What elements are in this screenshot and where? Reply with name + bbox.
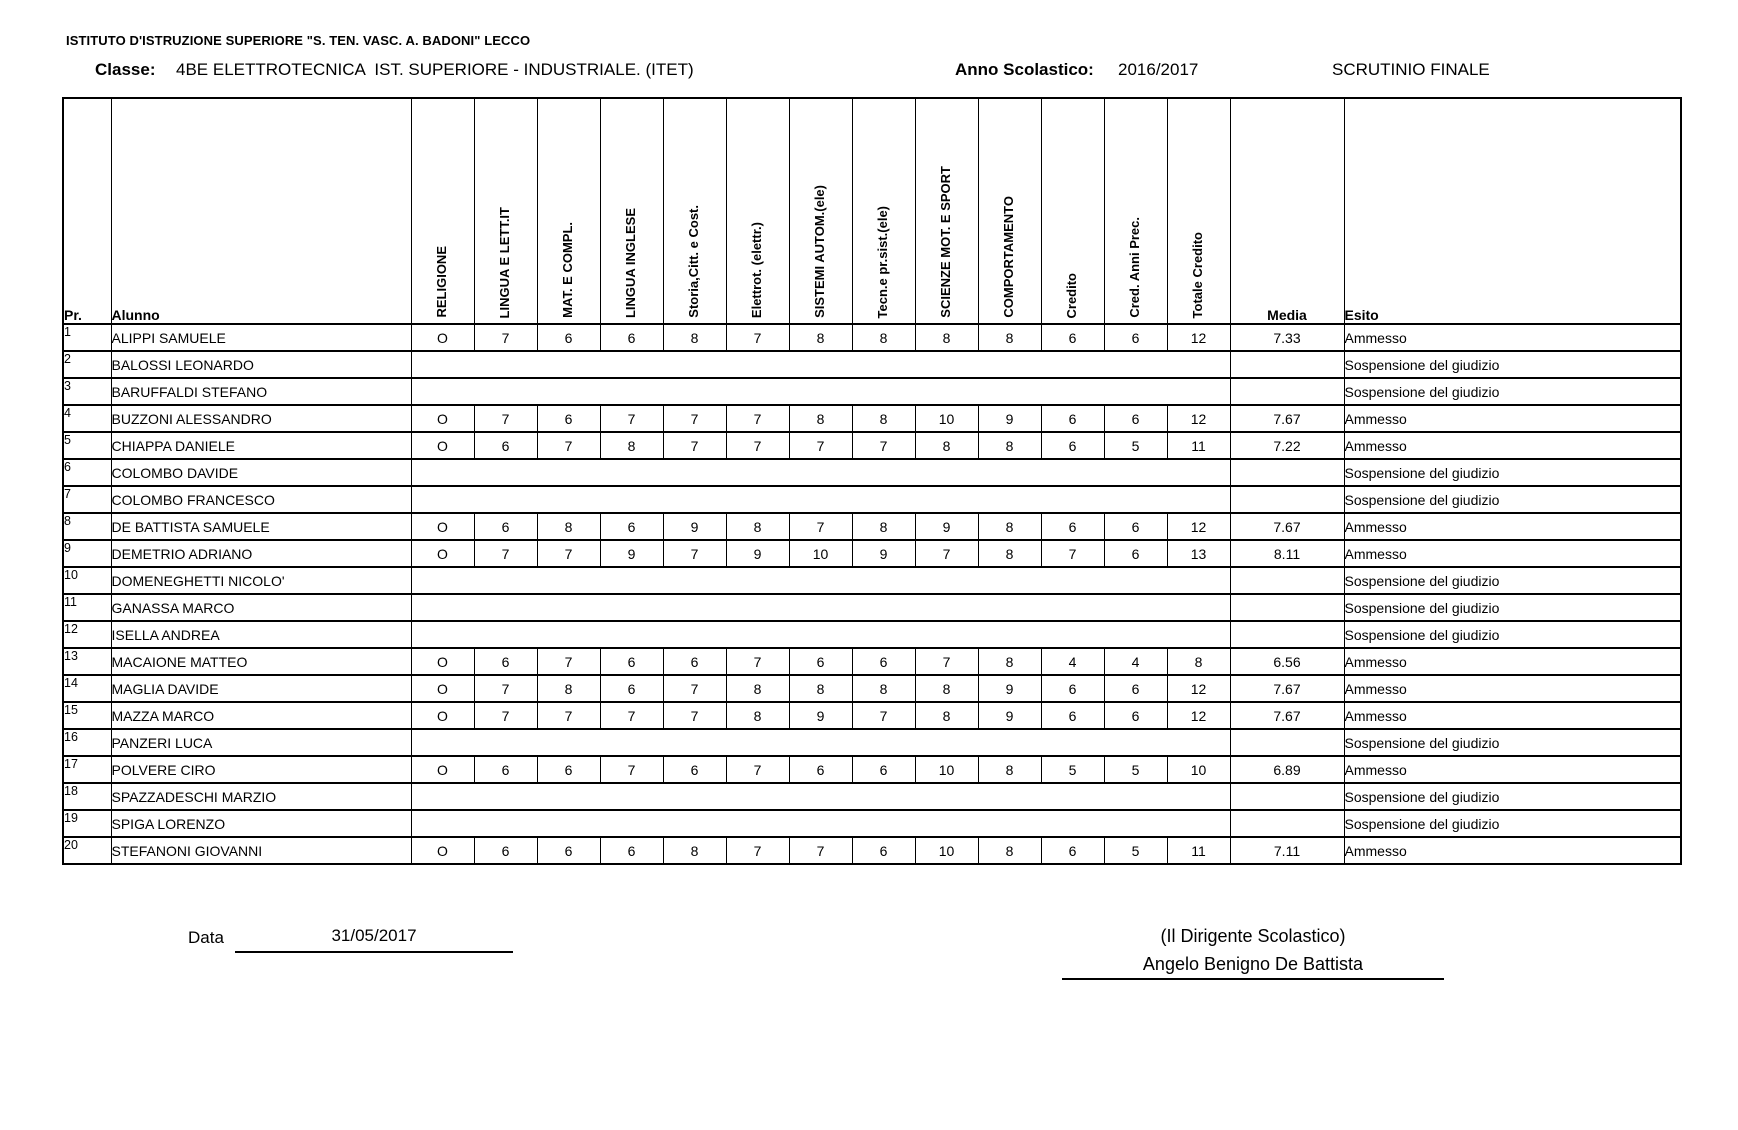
grade-cell: 8 xyxy=(726,675,789,702)
pr-cell: 8 xyxy=(63,513,111,540)
grades-empty-cell xyxy=(411,351,1230,378)
pr-cell: 19 xyxy=(63,810,111,837)
pr-cell: 12 xyxy=(63,621,111,648)
alunno-cell: STEFANONI GIOVANNI xyxy=(111,837,411,864)
grade-cell: 7 xyxy=(537,702,600,729)
esito-cell: Sospensione del giudizio xyxy=(1344,378,1681,405)
student-row xyxy=(63,378,1681,405)
grade-cell: 12 xyxy=(1167,702,1230,729)
grade-cell: 6 xyxy=(474,756,537,783)
pr-cell: 5 xyxy=(63,432,111,459)
subject-label: Storia,Citt. e Cost. xyxy=(686,205,702,318)
pr-cell: 3 xyxy=(63,378,111,405)
grades-empty-cell xyxy=(411,594,1230,621)
grade-cell: 8 xyxy=(726,702,789,729)
subject-label: Tecn.e pr.sist.(ele) xyxy=(875,205,891,318)
student-rows xyxy=(63,324,1681,864)
media-cell xyxy=(1230,459,1344,486)
grade-cell: 8 xyxy=(915,702,978,729)
grade-cell: 7 xyxy=(600,756,663,783)
grade-cell: 8 xyxy=(978,324,1041,351)
grade-cell: 6 xyxy=(789,648,852,675)
pr-cell: 14 xyxy=(63,675,111,702)
media-cell: 8.11 xyxy=(1230,540,1344,567)
subject-label: Cred. Anni Prec. xyxy=(1127,217,1143,318)
grade-cell: 6 xyxy=(663,756,726,783)
grade-cell: 6 xyxy=(1104,540,1167,567)
grade-cell: O xyxy=(411,837,474,864)
grade-cell: 7 xyxy=(537,540,600,567)
grade-cell: 6 xyxy=(600,837,663,864)
media-cell: 7.11 xyxy=(1230,837,1344,864)
grade-cell: O xyxy=(411,756,474,783)
grade-cell: 8 xyxy=(852,324,915,351)
alunno-cell: DEMETRIO ADRIANO xyxy=(111,540,411,567)
esito-cell: Ammesso xyxy=(1344,675,1681,702)
pr-cell: 11 xyxy=(63,594,111,621)
grade-cell: 7 xyxy=(600,405,663,432)
grade-cell: 8 xyxy=(978,756,1041,783)
esito-cell: Sospensione del giudizio xyxy=(1344,351,1681,378)
col-header-subject-4 xyxy=(600,98,663,324)
grade-cell: 6 xyxy=(1104,324,1167,351)
grade-cell: 7 xyxy=(663,540,726,567)
esito-cell: Sospensione del giudizio xyxy=(1344,486,1681,513)
grade-cell: 8 xyxy=(852,675,915,702)
subject-label: Totale Credito xyxy=(1190,231,1206,318)
pr-cell: 10 xyxy=(63,567,111,594)
scrutinio-finale-title: SCRUTINIO FINALE xyxy=(1332,60,1490,79)
grade-cell: 7 xyxy=(600,702,663,729)
table-header-row xyxy=(63,98,1681,324)
grade-cell: 7 xyxy=(915,648,978,675)
esito-cell: Sospensione del giudizio xyxy=(1344,729,1681,756)
col-header-subject-9 xyxy=(915,98,978,324)
esito-cell: Ammesso xyxy=(1344,648,1681,675)
grade-cell: 7 xyxy=(663,675,726,702)
media-cell xyxy=(1230,729,1344,756)
grade-cell: O xyxy=(411,648,474,675)
col-header-subject-8 xyxy=(852,98,915,324)
media-cell: 6.89 xyxy=(1230,756,1344,783)
grade-cell: 8 xyxy=(852,405,915,432)
grade-cell: 8 xyxy=(978,540,1041,567)
grade-cell: 8 xyxy=(789,324,852,351)
classe-label: Classe: xyxy=(95,60,156,79)
media-cell xyxy=(1230,594,1344,621)
alunno-cell: SPIGA LORENZO xyxy=(111,810,411,837)
student-row xyxy=(63,594,1681,621)
grade-cell: 5 xyxy=(1104,432,1167,459)
grade-cell: 10 xyxy=(915,837,978,864)
grade-cell: 7 xyxy=(474,540,537,567)
student-row xyxy=(63,837,1681,864)
subject-label: LINGUA INGLESE xyxy=(623,207,639,318)
grade-cell: 7 xyxy=(726,837,789,864)
pr-cell: 15 xyxy=(63,702,111,729)
grade-cell: 6 xyxy=(537,756,600,783)
grade-cell: 12 xyxy=(1167,675,1230,702)
media-cell xyxy=(1230,783,1344,810)
esito-cell: Sospensione del giudizio xyxy=(1344,810,1681,837)
grade-cell: 11 xyxy=(1167,837,1230,864)
grade-cell: 6 xyxy=(600,648,663,675)
pr-cell: 1 xyxy=(63,324,111,351)
grades-empty-cell xyxy=(411,621,1230,648)
media-cell: 7.67 xyxy=(1230,702,1344,729)
grade-cell: 9 xyxy=(978,675,1041,702)
anno-scolastico-value: 2016/2017 xyxy=(1118,60,1199,79)
pr-cell: 17 xyxy=(63,756,111,783)
grades-empty-cell xyxy=(411,729,1230,756)
grade-cell: 7 xyxy=(537,432,600,459)
grade-cell: 6 xyxy=(663,648,726,675)
grade-cell: 9 xyxy=(978,405,1041,432)
esito-cell: Ammesso xyxy=(1344,324,1681,351)
grades-table xyxy=(62,97,1682,865)
student-row xyxy=(63,756,1681,783)
grade-cell: 6 xyxy=(852,648,915,675)
media-cell: 6.56 xyxy=(1230,648,1344,675)
grade-cell: O xyxy=(411,675,474,702)
col-header-subject-12 xyxy=(1104,98,1167,324)
grade-cell: 7 xyxy=(726,324,789,351)
grade-cell: 7 xyxy=(663,702,726,729)
grade-cell: 12 xyxy=(1167,324,1230,351)
media-cell xyxy=(1230,567,1344,594)
grade-cell: 6 xyxy=(1041,324,1104,351)
col-header-esito: Esito xyxy=(1344,98,1681,324)
grade-cell: O xyxy=(411,540,474,567)
subject-label: COMPORTAMENTO xyxy=(1001,196,1017,318)
student-row xyxy=(63,621,1681,648)
grades-empty-cell xyxy=(411,783,1230,810)
grade-cell: 6 xyxy=(537,405,600,432)
pr-cell: 2 xyxy=(63,351,111,378)
dirigente-name: Angelo Benigno De Battista xyxy=(1062,954,1444,980)
grade-cell: O xyxy=(411,702,474,729)
student-row xyxy=(63,783,1681,810)
grade-cell: 6 xyxy=(789,756,852,783)
grades-empty-cell xyxy=(411,810,1230,837)
grade-cell: 8 xyxy=(537,513,600,540)
pr-cell: 7 xyxy=(63,486,111,513)
grades-empty-cell xyxy=(411,459,1230,486)
student-row xyxy=(63,405,1681,432)
grade-cell: 6 xyxy=(600,324,663,351)
pr-cell: 18 xyxy=(63,783,111,810)
grades-empty-cell xyxy=(411,378,1230,405)
subject-label: RELIGIONE xyxy=(434,246,450,318)
grade-cell: 7 xyxy=(474,702,537,729)
grade-cell: O xyxy=(411,432,474,459)
grade-cell: O xyxy=(411,405,474,432)
esito-cell: Sospensione del giudizio xyxy=(1344,783,1681,810)
grade-cell: 8 xyxy=(789,405,852,432)
col-header-subject-10 xyxy=(978,98,1041,324)
grade-cell: 5 xyxy=(1041,756,1104,783)
pr-cell: 6 xyxy=(63,459,111,486)
grade-cell: 7 xyxy=(726,756,789,783)
alunno-cell: GANASSA MARCO xyxy=(111,594,411,621)
media-cell xyxy=(1230,810,1344,837)
grade-cell: 7 xyxy=(789,837,852,864)
student-row xyxy=(63,675,1681,702)
grade-cell: 7 xyxy=(663,432,726,459)
esito-cell: Sospensione del giudizio xyxy=(1344,459,1681,486)
alunno-cell: DE BATTISTA SAMUELE xyxy=(111,513,411,540)
grade-cell: 8 xyxy=(537,675,600,702)
grade-cell: 7 xyxy=(726,405,789,432)
grade-cell: 7 xyxy=(474,675,537,702)
media-cell xyxy=(1230,621,1344,648)
subject-label: Elettrot. (elettr.) xyxy=(749,221,765,318)
grade-cell: 6 xyxy=(1041,405,1104,432)
media-cell: 7.67 xyxy=(1230,675,1344,702)
grade-cell: 6 xyxy=(1104,702,1167,729)
col-header-subject-11 xyxy=(1041,98,1104,324)
grade-cell: 6 xyxy=(1104,405,1167,432)
grade-cell: 11 xyxy=(1167,432,1230,459)
student-row xyxy=(63,324,1681,351)
grade-cell: 9 xyxy=(726,540,789,567)
grades-empty-cell xyxy=(411,567,1230,594)
grade-cell: 6 xyxy=(1041,837,1104,864)
esito-cell: Ammesso xyxy=(1344,513,1681,540)
alunno-cell: MAGLIA DAVIDE xyxy=(111,675,411,702)
grade-cell: 6 xyxy=(1104,513,1167,540)
grade-cell: 4 xyxy=(1104,648,1167,675)
student-row xyxy=(63,459,1681,486)
col-header-subject-3 xyxy=(537,98,600,324)
grade-cell: 7 xyxy=(663,405,726,432)
grade-cell: 6 xyxy=(1041,432,1104,459)
grade-cell: 7 xyxy=(474,405,537,432)
grade-cell: 7 xyxy=(852,702,915,729)
grade-cell: 8 xyxy=(978,432,1041,459)
grade-cell: 6 xyxy=(600,513,663,540)
esito-cell: Ammesso xyxy=(1344,702,1681,729)
grade-cell: 7 xyxy=(726,648,789,675)
col-header-subject-1 xyxy=(411,98,474,324)
grade-cell: 7 xyxy=(852,432,915,459)
dirigente-signature-block xyxy=(1062,926,1444,980)
esito-cell: Sospensione del giudizio xyxy=(1344,621,1681,648)
grade-cell: 6 xyxy=(1041,675,1104,702)
student-row xyxy=(63,648,1681,675)
col-header-subject-5 xyxy=(663,98,726,324)
grade-cell: 6 xyxy=(474,648,537,675)
grade-cell: O xyxy=(411,513,474,540)
alunno-cell: BALOSSI LEONARDO xyxy=(111,351,411,378)
grade-cell: 9 xyxy=(600,540,663,567)
col-header-alunno: Alunno xyxy=(111,98,411,324)
alunno-cell: COLOMBO DAVIDE xyxy=(111,459,411,486)
subject-label: Credito xyxy=(1064,272,1080,318)
grade-cell: 8 xyxy=(663,324,726,351)
col-header-media: Media xyxy=(1230,98,1344,324)
data-label: Data xyxy=(188,928,224,947)
grade-cell: 10 xyxy=(915,756,978,783)
grade-cell: 9 xyxy=(663,513,726,540)
grade-cell: 8 xyxy=(852,513,915,540)
grade-cell: 10 xyxy=(789,540,852,567)
esito-cell: Ammesso xyxy=(1344,756,1681,783)
media-cell: 7.67 xyxy=(1230,513,1344,540)
date-value: 31/05/2017 xyxy=(235,926,513,953)
grade-cell: 6 xyxy=(852,756,915,783)
grade-cell: 6 xyxy=(600,675,663,702)
grade-cell: 6 xyxy=(474,513,537,540)
media-cell xyxy=(1230,378,1344,405)
anno-scolastico-label: Anno Scolastico: xyxy=(955,60,1094,79)
grade-cell: 6 xyxy=(1104,675,1167,702)
alunno-cell: COLOMBO FRANCESCO xyxy=(111,486,411,513)
alunno-cell: DOMENEGHETTI NICOLO' xyxy=(111,567,411,594)
esito-cell: Sospensione del giudizio xyxy=(1344,594,1681,621)
col-header-subject-2 xyxy=(474,98,537,324)
grades-table-container xyxy=(62,97,1682,865)
student-row xyxy=(63,810,1681,837)
grade-cell: 10 xyxy=(915,405,978,432)
grade-cell: 7 xyxy=(726,432,789,459)
grade-cell: 6 xyxy=(1041,513,1104,540)
institute-name: ISTITUTO D'ISTRUZIONE SUPERIORE "S. TEN. VASC. A. BADONI" LECCO xyxy=(66,33,531,48)
student-row xyxy=(63,486,1681,513)
grade-cell: 9 xyxy=(852,540,915,567)
grade-cell: 8 xyxy=(915,432,978,459)
grade-cell: 7 xyxy=(537,648,600,675)
grade-cell: 8 xyxy=(789,675,852,702)
pr-cell: 20 xyxy=(63,837,111,864)
grade-cell: 8 xyxy=(978,513,1041,540)
subject-label: SCIENZE MOT. E SPORT xyxy=(938,166,954,318)
grade-cell: 6 xyxy=(537,837,600,864)
pr-cell: 13 xyxy=(63,648,111,675)
grade-cell: 8 xyxy=(915,675,978,702)
grade-cell: 13 xyxy=(1167,540,1230,567)
grade-cell: 10 xyxy=(1167,756,1230,783)
grade-cell: 12 xyxy=(1167,513,1230,540)
media-cell xyxy=(1230,351,1344,378)
grade-cell: 6 xyxy=(474,432,537,459)
col-header-pr: Pr. xyxy=(63,98,111,324)
grade-cell: 8 xyxy=(600,432,663,459)
student-row xyxy=(63,567,1681,594)
esito-cell: Ammesso xyxy=(1344,540,1681,567)
classe-value: 4BE ELETTROTECNICA IST. SUPERIORE - INDUSTRIALE. (ITET) xyxy=(176,60,694,79)
grade-cell: 8 xyxy=(726,513,789,540)
grade-cell: 7 xyxy=(915,540,978,567)
student-row xyxy=(63,540,1681,567)
alunno-cell: SPAZZADESCHI MARZIO xyxy=(111,783,411,810)
media-cell xyxy=(1230,486,1344,513)
alunno-cell: BARUFFALDI STEFANO xyxy=(111,378,411,405)
grade-cell: 7 xyxy=(789,513,852,540)
subject-label: LINGUA E LETT.IT xyxy=(497,206,513,318)
student-row xyxy=(63,702,1681,729)
esito-cell: Ammesso xyxy=(1344,837,1681,864)
grade-cell: 8 xyxy=(1167,648,1230,675)
grade-cell: 7 xyxy=(474,324,537,351)
student-row xyxy=(63,729,1681,756)
media-cell: 7.22 xyxy=(1230,432,1344,459)
esito-cell: Sospensione del giudizio xyxy=(1344,567,1681,594)
grades-empty-cell xyxy=(411,486,1230,513)
grade-cell: 6 xyxy=(474,837,537,864)
alunno-cell: POLVERE CIRO xyxy=(111,756,411,783)
esito-cell: Ammesso xyxy=(1344,432,1681,459)
col-header-subject-7 xyxy=(789,98,852,324)
alunno-cell: MACAIONE MATTEO xyxy=(111,648,411,675)
media-cell: 7.67 xyxy=(1230,405,1344,432)
grade-cell: 6 xyxy=(852,837,915,864)
grade-cell: 8 xyxy=(978,648,1041,675)
grade-cell: 9 xyxy=(915,513,978,540)
student-row xyxy=(63,432,1681,459)
grade-cell: 9 xyxy=(789,702,852,729)
esito-cell: Ammesso xyxy=(1344,405,1681,432)
col-header-subject-6 xyxy=(726,98,789,324)
grade-cell: 9 xyxy=(978,702,1041,729)
grade-cell: 12 xyxy=(1167,405,1230,432)
pr-cell: 4 xyxy=(63,405,111,432)
student-row xyxy=(63,513,1681,540)
media-cell: 7.33 xyxy=(1230,324,1344,351)
dirigente-title: (Il Dirigente Scolastico) xyxy=(1160,926,1346,946)
grade-cell: 8 xyxy=(978,837,1041,864)
grade-cell: O xyxy=(411,324,474,351)
col-header-subject-13 xyxy=(1167,98,1230,324)
grade-cell: 8 xyxy=(915,324,978,351)
alunno-cell: MAZZA MARCO xyxy=(111,702,411,729)
pr-cell: 16 xyxy=(63,729,111,756)
subject-label: SISTEMI AUTOM.(ele) xyxy=(812,185,828,318)
student-row xyxy=(63,351,1681,378)
grade-cell: 6 xyxy=(537,324,600,351)
grade-cell: 5 xyxy=(1104,756,1167,783)
grade-cell: 8 xyxy=(663,837,726,864)
alunno-cell: ALIPPI SAMUELE xyxy=(111,324,411,351)
subject-label: MAT. E COMPL. xyxy=(560,222,576,318)
grade-cell: 4 xyxy=(1041,648,1104,675)
grade-cell: 7 xyxy=(789,432,852,459)
pr-cell: 9 xyxy=(63,540,111,567)
grade-cell: 5 xyxy=(1104,837,1167,864)
alunno-cell: CHIAPPA DANIELE xyxy=(111,432,411,459)
alunno-cell: ISELLA ANDREA xyxy=(111,621,411,648)
alunno-cell: PANZERI LUCA xyxy=(111,729,411,756)
grade-cell: 6 xyxy=(1041,702,1104,729)
grade-cell: 7 xyxy=(1041,540,1104,567)
alunno-cell: BUZZONI ALESSANDRO xyxy=(111,405,411,432)
